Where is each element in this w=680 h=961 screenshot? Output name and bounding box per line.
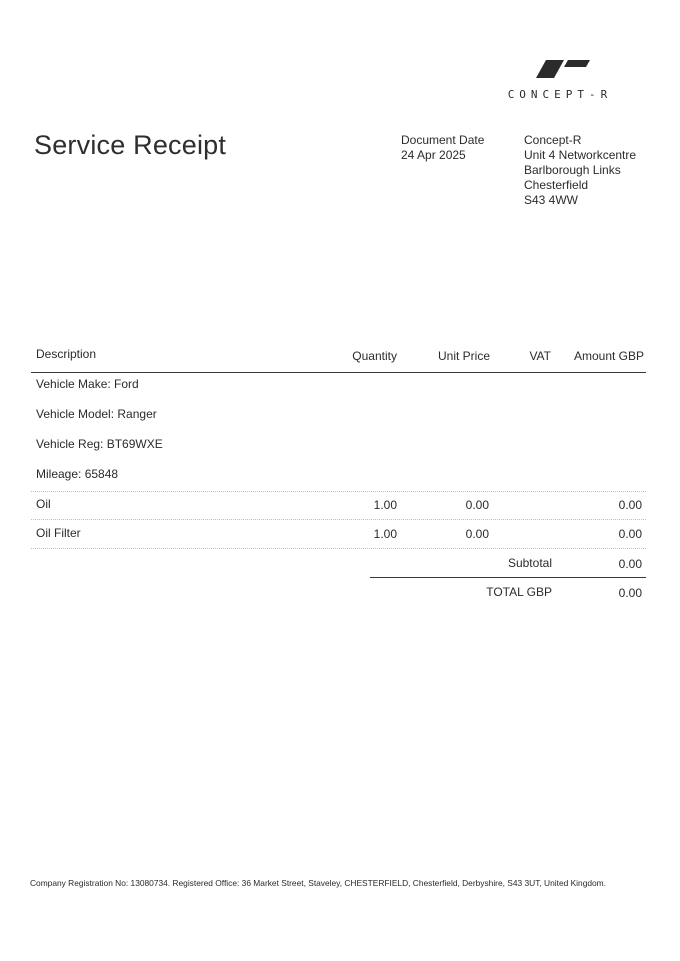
total-value: 0.00 <box>618 586 642 600</box>
total-label: TOTAL GBP <box>486 585 552 599</box>
document-date-label: Document Date <box>401 133 485 147</box>
item-quantity: 1.00 <box>373 498 397 512</box>
item-amount: 0.00 <box>618 527 642 541</box>
item-unit-price: 0.00 <box>465 498 489 512</box>
total-divider <box>370 577 646 578</box>
item-description: Oil Filter <box>36 526 81 540</box>
column-header-amount: Amount GBP <box>573 349 644 363</box>
column-header-quantity: Quantity <box>352 349 397 363</box>
concept-r-logo-icon <box>536 60 590 78</box>
vehicle-make: Vehicle Make: Ford <box>36 377 139 391</box>
column-header-unit-price: Unit Price <box>437 349 490 363</box>
page-title: Service Receipt <box>34 130 227 160</box>
row-divider <box>31 548 646 549</box>
address-line: Barlborough Links <box>524 163 621 177</box>
subtotal-value: 0.00 <box>618 557 642 571</box>
item-unit-price: 0.00 <box>465 527 489 541</box>
subtotal-label: Subtotal <box>507 556 552 570</box>
brand-wordmark: CONCEPT-R <box>507 88 613 101</box>
column-header-description: Description <box>36 347 97 361</box>
company-registration-footer: Company Registration No: 13080734. Registered Office: 36 Market Street, Staveley, CHESTERFIELD, Chesterfield, Derbyshire, S43 3UT, United Kingdom. <box>30 878 606 888</box>
item-description: Oil <box>36 497 51 511</box>
header-divider <box>31 372 646 373</box>
vehicle-reg: Vehicle Reg: BT69WXE <box>36 437 163 451</box>
row-divider <box>31 491 646 492</box>
item-quantity: 1.00 <box>373 527 397 541</box>
address-line: Unit 4 Networkcentre <box>524 148 637 162</box>
address-line: Chesterfield <box>524 178 589 192</box>
row-divider <box>31 519 646 520</box>
vehicle-model: Vehicle Model: Ranger <box>36 407 157 421</box>
address-line: S43 4WW <box>524 193 579 207</box>
mileage: Mileage: 65848 <box>36 467 119 481</box>
item-amount: 0.00 <box>618 498 642 512</box>
column-header-vat: VAT <box>529 349 551 363</box>
company-address <box>524 133 636 208</box>
address-line: Concept-R <box>524 133 582 147</box>
document-date-value: 24 Apr 2025 <box>401 148 466 162</box>
